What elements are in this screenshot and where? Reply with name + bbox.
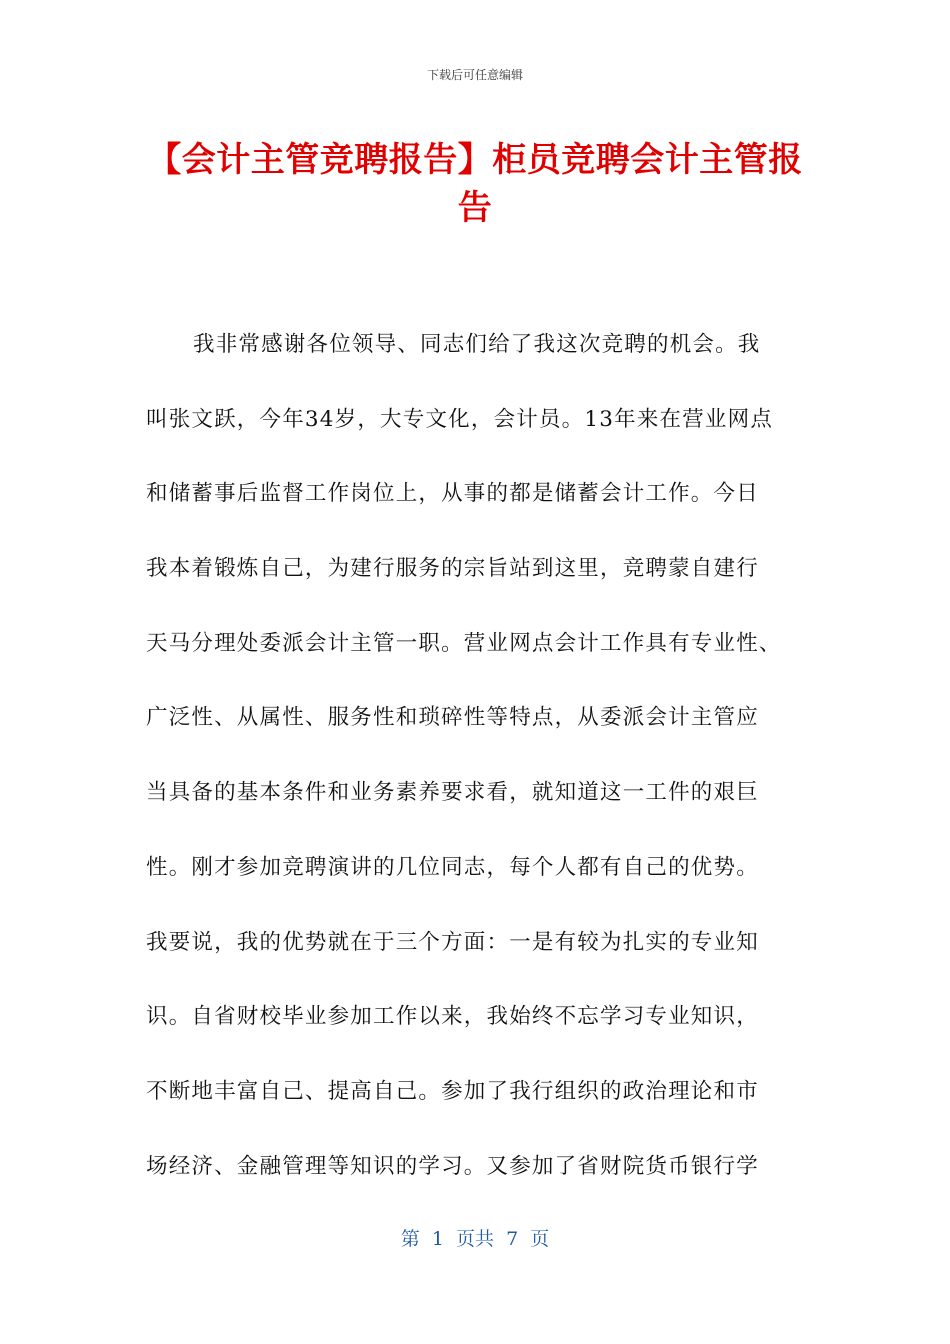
header-note: 下载后可任意编辑 [426, 68, 523, 82]
body-line: 当具备的基本条件和业务素养要求看，就知道这一工件的艰巨 [146, 780, 759, 806]
body-line: 场经济、金融管理等知识的学习。又参加了省财院货币银行学 [146, 1153, 759, 1179]
title-line-1: 【会计主管竞聘报告】柜员竞聘会计主管报 [147, 140, 803, 180]
body-line: 叫张文跃，今年34岁，大专文化，会计员。13年来在营业网点 [146, 406, 774, 432]
document-body [146, 319, 808, 1215]
body-line: 天马分理处委派会计主管一职。营业网点会计工作具有专业性、 [146, 630, 782, 656]
body-line: 和储蓄事后监督工作岗位上，从事的都是储蓄会计工作。今日 [146, 481, 759, 507]
body-line: 性。刚才参加竞聘演讲的几位同志，每个人都有自己的优势。 [146, 854, 759, 880]
page-footer: 第 1 页共 7 页 [400, 1228, 550, 1250]
body-line: 广泛性、从属性、服务性和琐碎性等特点，从委派会计主管应 [146, 705, 759, 731]
document-title [140, 136, 810, 232]
body-line: 不断地丰富自己、提高自己。参加了我行组织的政治理论和市 [146, 1078, 759, 1104]
body-line: 识。自省财校毕业参加工作以来，我始终不忘学习专业知识， [146, 1004, 759, 1030]
body-line: 我要说，我的优势就在于三个方面：一是有较为扎实的专业知 [146, 929, 759, 955]
body-line: 我本着锻炼自己，为建行服务的宗旨站到这里，竞聘蒙自建行 [146, 556, 759, 582]
body-line: 我非常感谢各位领导、同志们给了我这次竞聘的机会。我 [193, 332, 761, 357]
title-line-2: 告 [457, 188, 493, 228]
